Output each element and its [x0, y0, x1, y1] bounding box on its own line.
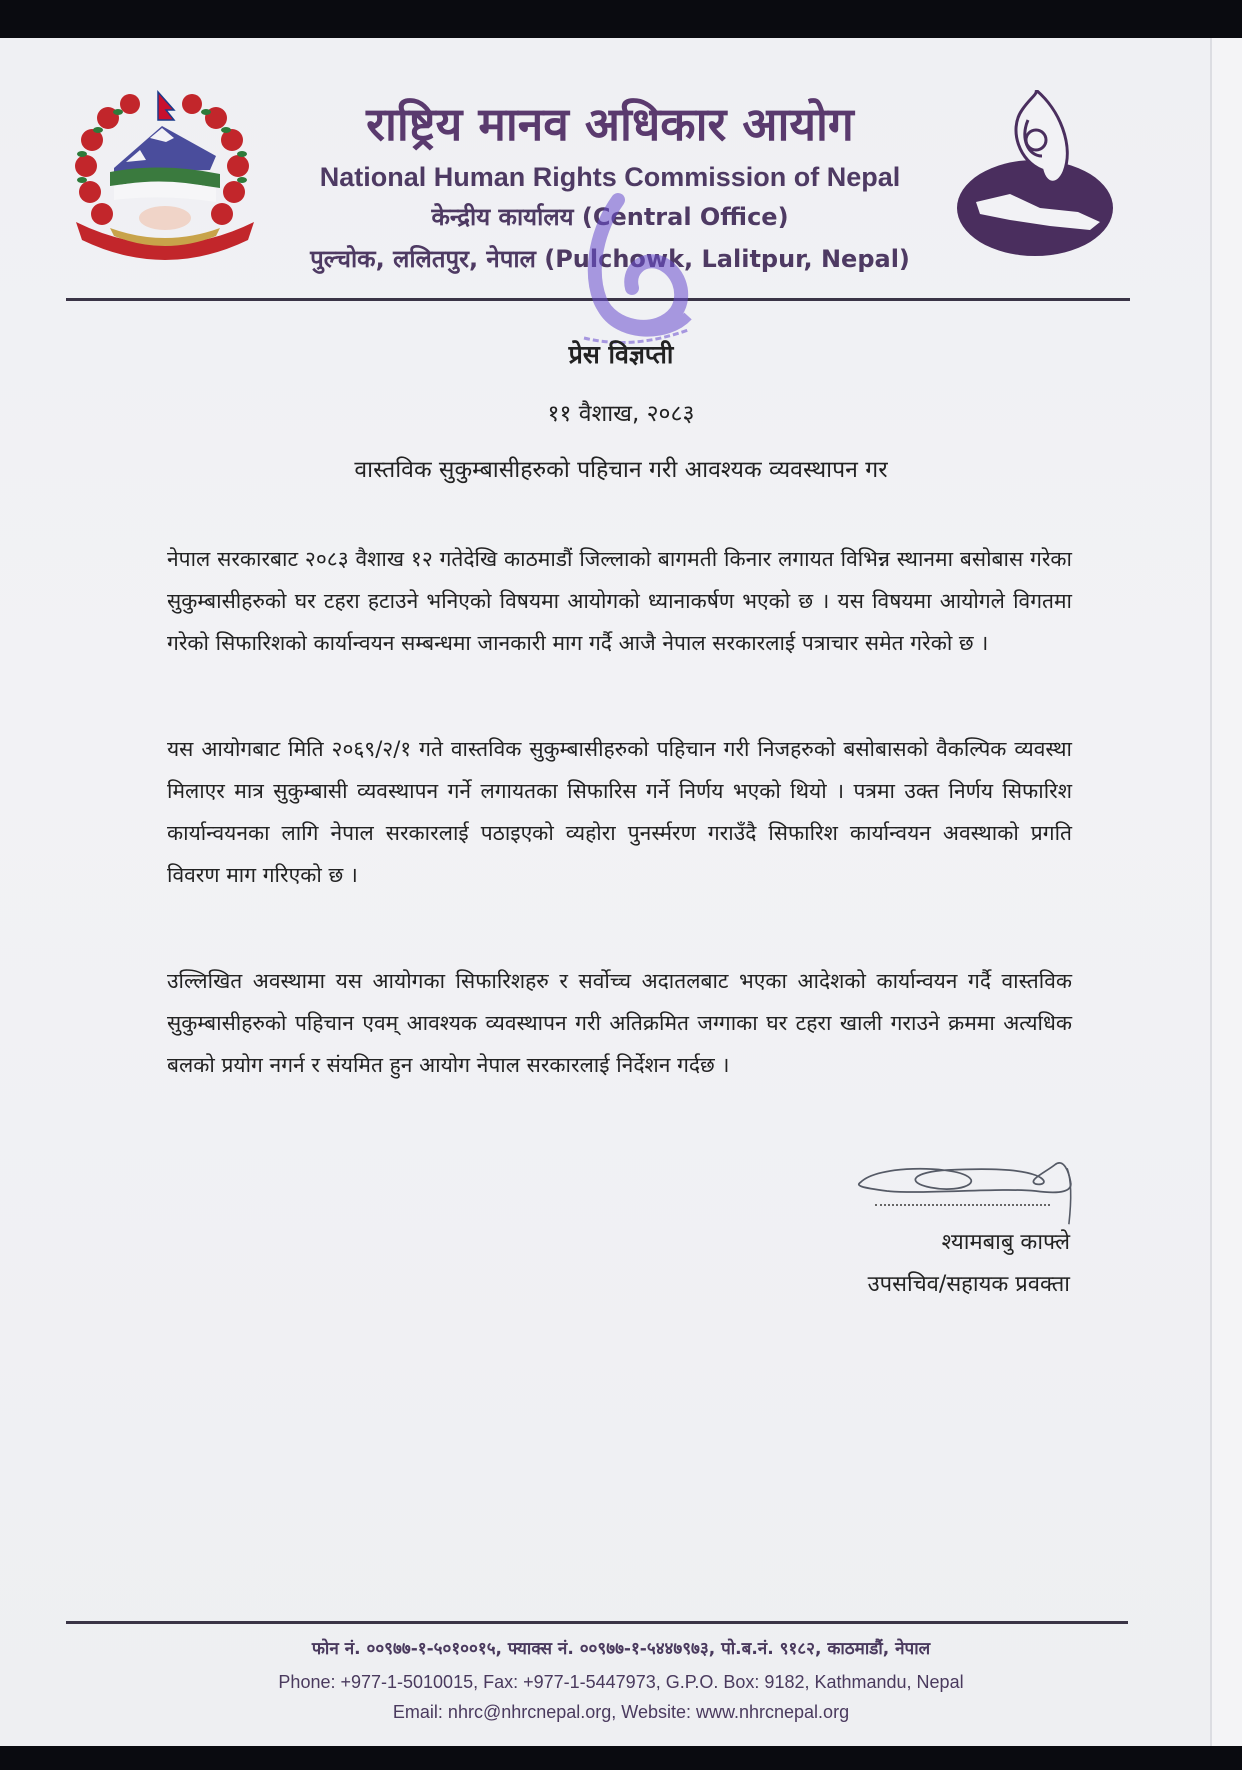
signature-icon — [835, 1156, 1105, 1226]
org-name-english: National Human Rights Commission of Nepal — [319, 162, 901, 192]
signatory-title: उपसचिव/सहायक प्रवक्ता — [867, 1272, 1070, 1297]
org-name-nepali: राष्ट्रिय मानव अधिकार आयोग — [366, 97, 854, 151]
document-date: ११ वैशाख, २०८३ — [547, 401, 695, 427]
nhrc-logo-icon — [950, 90, 1120, 260]
document-subject: वास्तविक सुकुम्बासीहरुको पहिचान गरी आवश्यक व्यवस्थापन गर — [354, 457, 888, 483]
body-paragraph: नेपाल सरकारबाट २०८३ वैशाख १२ गतेदेखि काठमाडौं जिल्लाको बागमती किनार लगायत विभिन्न स्थानमा बसोबास गरेका सुकुम्बासीहरुको घर टहरा हटाउने भनिएको विषयमा आयोगको ध्यानाकर्षण भएको छ । यस विषयमा आयोगले विगतमा गरेको सिफारिशको कार्यान्वयन सम्बन्धमा जानकारी माग गर्दै आजै नेपाल सरकारलाई पत्राचार समेत गरेको छ । — [167, 547, 1072, 655]
footer-contact-nepali: फोन नं. ००९७७-१-५०१००१५, फ्याक्स नं. ००९७७-१-५४४७९७३, पो.ब.नं. ९१८२, काठमाडौं, नेपाल — [311, 1639, 931, 1659]
page-edge-strip — [1212, 38, 1242, 1746]
footer-contact-english: Phone: +977-1-5010015, Fax: +977-1-5447973, G.P.O. Box: 9182, Kathmandu, Nepal — [278, 1672, 964, 1692]
document-type-heading: प्रेस विज्ञप्ती — [568, 340, 674, 369]
nepal-emblem-icon — [70, 90, 260, 268]
footer-divider — [66, 1621, 1128, 1624]
footer-email-website: Email: nhrc@nhrcnepal.org, Website: www.nhrcnepal.org — [392, 1702, 850, 1722]
page-edge-line — [1210, 38, 1212, 1746]
signature-line — [875, 1204, 1050, 1206]
signatory-name: श्यामबाबु काफ्ले — [941, 1230, 1070, 1255]
body-paragraph: यस आयोगबाट मिति २०६९/२/१ गते वास्तविक सुकुम्बासीहरुको पहिचान गरी निजहरुको बसोबासको वैकल्पिक व्यवस्था मिलाएर मात्र सुकुम्बासी व्यवस्थापन गर्ने लगायतका सिफारिस गर्ने निर्णय भएको थियो । पत्रमा उक्त निर्णय सिफारिश कार्यान्वयनका लागि नेपाल सरकारलाई पठाइएको व्यहोरा पुनर्स्मरण गराउँदै सिफारिश कार्यान्वयन अवस्थाको प्रगति विवरण माग गरिएको छ । — [167, 737, 1072, 887]
header-divider — [66, 298, 1130, 301]
document-page — [0, 38, 1242, 1746]
office-label: केन्द्रीय कार्यालय (Central Office) — [431, 203, 789, 231]
office-address: पुल्चोक, ललितपुर, नेपाल (Pulchowk, Lalitpur, Nepal) — [310, 245, 910, 273]
body-paragraph: उल्लिखित अवस्थामा यस आयोगका सिफारिशहरु र सर्वोच्च अदातलबाट भएका आदेशको कार्यान्वयन गर्दै वास्तविक सुकुम्बासीहरुको पहिचान एवम् आवश्यक व्यवस्थापन गरी अतिक्रमित जग्गाका घर टहरा खाली गराउने क्रममा अत्यधिक बलको प्रयोग नगर्न र संयमित हुन आयोग नेपाल सरकारलाई निर्देशन गर्दछ । — [167, 969, 1072, 1077]
